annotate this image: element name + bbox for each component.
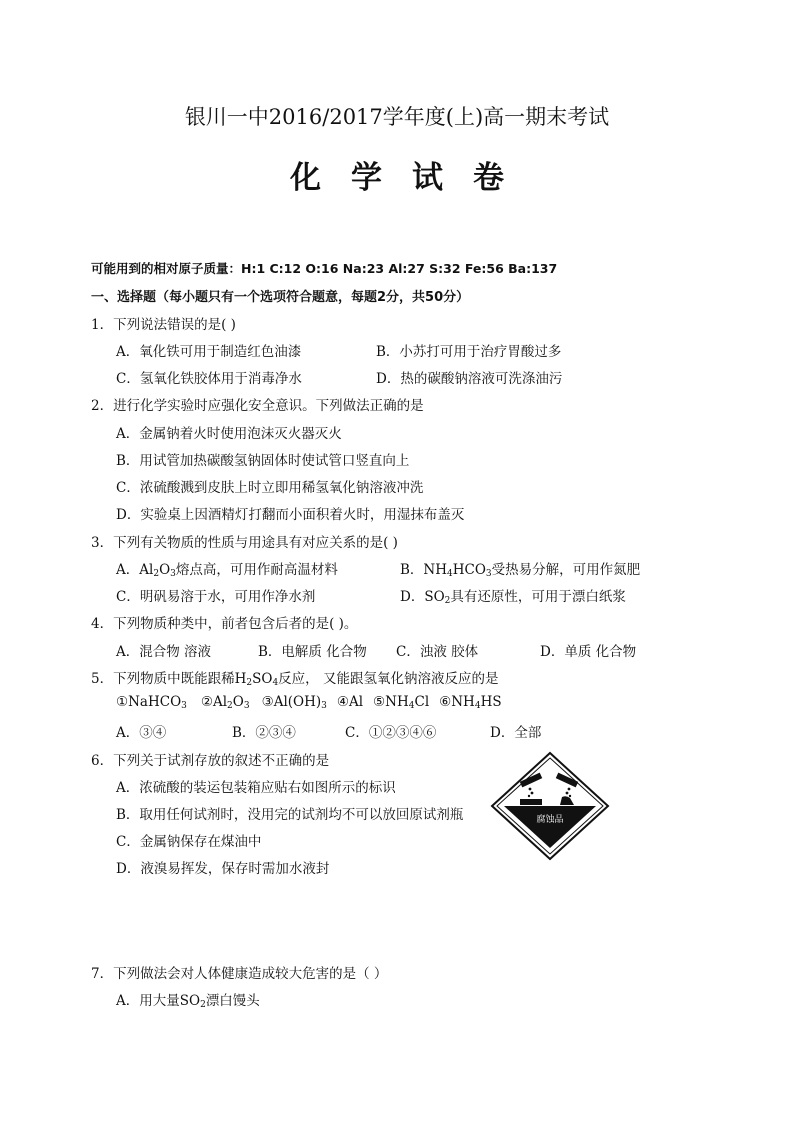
section-heading: 一、选择题（每小题只有一个选项符合题意，每题2分，共50分） <box>91 290 470 305</box>
q4-option-a: A．混合物 溶液 <box>116 644 212 660</box>
q7-stem: 7．下列做法会对人体健康造成较大危害的是（ ） <box>91 966 388 982</box>
q2-option-a: A．金属钠着火时使用泡沫灭火器灭火 <box>116 426 342 442</box>
q5-option-d: D．全部 <box>490 725 542 741</box>
corrosive-hazard-icon <box>490 751 610 861</box>
q3-option-b: B．$NH_4HCO_3$受热易分解，可用作氮肥 <box>400 562 641 579</box>
hazard-label-text: 腐蚀品 <box>536 815 564 825</box>
q1-option-c: C．氢氧化铁胶体用于消毒净水 <box>116 371 302 387</box>
q5-option-a: A．③④ <box>116 725 167 741</box>
q2-stem: 2．进行化学实验时应强化安全意识。下列做法正确的是 <box>91 398 424 414</box>
q6-option-a: A．浓硫酸的装运包装箱应贴右如图所示的标识 <box>116 780 396 796</box>
q5-stem: 5．下列物质中既能跟稀$H_2SO_4$反应， 又能跟氢氧化钠溶液反应的是 <box>91 671 499 688</box>
q2-option-b: B．用试管加热碳酸氢钠固体时使试管口竖直向上 <box>116 453 410 469</box>
q2-option-d: D．实验桌上因酒精灯打翻而小面积着火时，用湿抹布盖灭 <box>116 507 465 523</box>
q6-option-d: D．液溴易挥发，保存时需加水液封 <box>116 861 330 877</box>
q3-option-a: A．$Al_2O_3$熔点高，可用作耐高温材料 <box>116 562 338 579</box>
q4-option-d: D．单质 化合物 <box>540 644 637 660</box>
q6-stem: 6．下列关于试剂存放的叙述不正确的是 <box>91 753 330 769</box>
q1-option-b: B．小苏打可用于治疗胃酸过多 <box>376 344 562 360</box>
q3-option-c: C．明矾易溶于水，可用作净水剂 <box>116 589 316 605</box>
q4-stem: 4．下列物质种类中，前者包含后者的是( )。 <box>91 616 358 632</box>
q3-stem: 3．下列有关物质的性质与用途具有对应关系的是( ) <box>91 535 398 551</box>
q6-option-b: B．取用任何试剂时，没用完的试剂均不可以放回原试剂瓶 <box>116 807 464 823</box>
q7-option-a: A．用大量$SO_2$漂白馒头 <box>116 993 260 1010</box>
q1-stem: 1．下列说法错误的是( ) <box>91 317 236 333</box>
q5-option-c: C．①②③④⑥ <box>345 725 437 741</box>
q4-option-b: B．电解质 化合物 <box>258 644 367 660</box>
atomic-masses-line: 可能用到的相对原子质量：H:1 C:12 O:16 Na:23 Al:27 S:32 Fe:56 Ba:137 <box>91 261 558 276</box>
q1-option-d: D．热的碳酸钠溶液可洗涤油污 <box>376 371 563 387</box>
q4-option-c: C．浊液 胶体 <box>396 644 479 660</box>
q3-option-d: D．$SO_2$具有还原性，可用于漂白纸浆 <box>400 589 626 606</box>
exam-subtitle: 化学试卷 <box>290 160 534 196</box>
exam-title: 银川一中2016/2017学年度(上)高一期末考试 <box>184 105 610 129</box>
q6-option-c: C．金属钠保存在煤油中 <box>116 834 262 850</box>
q5-substances: ①NaHCO$_3$ $②Al_2O_3$ $③Al(OH)_3$ ④Al $⑤NH_4Cl$ $⑥NH_4HS$ <box>116 694 502 711</box>
q1-option-a: A．氧化铁可用于制造红色油漆 <box>116 344 302 360</box>
q2-option-c: C．浓硫酸溅到皮肤上时立即用稀氢氧化钠溶液冲洗 <box>116 480 424 496</box>
q5-option-b: B．②③④ <box>232 725 296 741</box>
